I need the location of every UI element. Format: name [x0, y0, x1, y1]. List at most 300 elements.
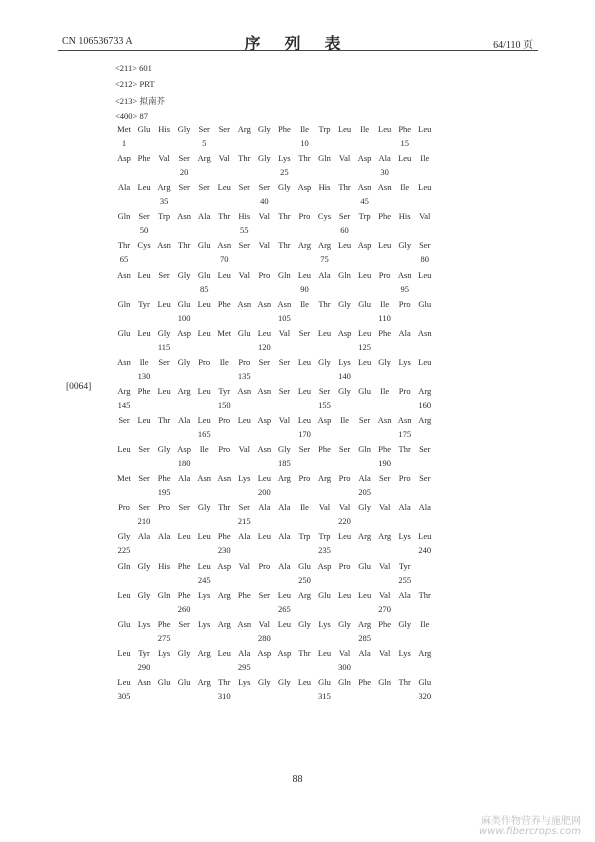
residue-row: [114, 386, 434, 398]
residue: Gln: [157, 589, 171, 600]
residue: Asn: [137, 676, 151, 687]
page-number: 88: [292, 774, 303, 785]
residue: Leu: [157, 385, 171, 396]
residue: Asp: [357, 153, 372, 164]
residue: Pro: [338, 560, 351, 571]
residue: Ala: [238, 647, 251, 658]
position-number: 240: [418, 545, 432, 556]
residue: Ser: [419, 473, 431, 484]
residue: Leu: [197, 327, 211, 338]
residue: Tyr: [138, 647, 150, 658]
residue-row: [114, 240, 434, 252]
residue: Leu: [197, 415, 211, 425]
residue: Leu: [257, 473, 271, 484]
residue: Ser: [138, 211, 150, 222]
residue: Ala: [137, 531, 151, 542]
residue: Ala: [278, 531, 291, 542]
residue: Asn: [257, 385, 272, 396]
residue: Thr: [398, 444, 411, 455]
residue: Asn: [237, 385, 252, 396]
residue: Glu: [157, 676, 171, 687]
position-number: 40: [260, 196, 269, 207]
position-number-row: [114, 371, 434, 383]
residue: Ser: [138, 502, 150, 513]
residue: Thr: [117, 240, 131, 251]
residue: Ile: [360, 124, 370, 134]
residue: Asn: [117, 356, 131, 367]
residue: Leu: [197, 385, 211, 396]
residue: Tyr: [138, 298, 150, 309]
residue: Ala: [157, 531, 171, 542]
position-number-row: [114, 284, 434, 296]
residue: Thr: [157, 415, 171, 425]
residue: Met: [117, 473, 131, 484]
residue: Ser: [378, 473, 391, 484]
residue: Asp: [337, 327, 352, 338]
residue: Val: [238, 444, 250, 455]
residue: Lys: [318, 618, 331, 629]
residue: Ala: [358, 647, 371, 658]
residue: Glu: [177, 298, 191, 309]
residue-row: [114, 357, 434, 369]
residue-row: [114, 531, 434, 543]
residue: Ser: [238, 182, 250, 193]
residue: Thr: [318, 298, 331, 309]
residue: Phe: [157, 618, 171, 629]
header-divider: [58, 50, 538, 51]
residue: Arg: [358, 531, 372, 542]
residue: Ser: [278, 356, 291, 367]
residue: Ile: [299, 124, 309, 134]
residue: Asn: [157, 240, 171, 251]
residue: Asn: [377, 415, 392, 425]
residue: Glu: [358, 560, 371, 571]
residue: Ser: [238, 240, 250, 251]
position-number-row: [114, 487, 434, 499]
position-number: 90: [300, 283, 309, 294]
residue: Asp: [317, 415, 332, 425]
meta-line-212: <212> PRT: [115, 79, 155, 89]
residue: Pro: [158, 502, 170, 513]
position-number-row: [114, 138, 434, 150]
residue: Ser: [298, 327, 311, 338]
residue: Tyr: [398, 560, 411, 571]
position-number: 225: [117, 545, 131, 556]
residue: Val: [278, 415, 291, 425]
residue: Met: [117, 124, 131, 134]
residue: Gln: [117, 560, 131, 571]
residue: Phe: [378, 327, 392, 338]
position-number: 50: [139, 225, 149, 236]
position-number: 55: [240, 225, 249, 236]
residue: Gly: [177, 647, 191, 658]
residue: Thr: [278, 240, 291, 251]
residue: Lys: [198, 589, 211, 600]
residue: Ser: [138, 444, 150, 455]
residue-row: [114, 444, 434, 456]
residue: Ser: [258, 356, 271, 367]
residue: Thr: [218, 502, 231, 513]
residue: Leu: [297, 676, 312, 687]
residue: Asn: [417, 327, 432, 338]
residue: Glu: [237, 327, 251, 338]
residue: Glu: [117, 327, 131, 338]
residue: Lys: [278, 153, 291, 164]
residue: Thr: [238, 153, 251, 164]
residue: Phe: [378, 211, 392, 222]
residue: Ser: [238, 502, 250, 513]
residue: Ser: [298, 444, 311, 455]
residue: Arg: [197, 676, 211, 687]
residue: Leu: [277, 618, 291, 629]
residue: Ser: [358, 415, 371, 425]
residue: Glu: [358, 298, 371, 309]
residue: Leu: [337, 240, 352, 251]
residue: Tyr: [218, 385, 231, 396]
residue: Val: [238, 560, 250, 571]
residue: Leu: [157, 298, 171, 309]
residue: Thr: [298, 647, 311, 658]
residue: Gly: [338, 385, 351, 396]
position-number: 45: [360, 196, 369, 207]
residue: Phe: [177, 560, 191, 571]
residue: Lys: [157, 647, 171, 658]
residue: Ser: [118, 415, 130, 425]
residue: Arg: [237, 124, 251, 134]
residue: Pro: [198, 356, 211, 367]
residue: Leu: [378, 240, 392, 251]
residue: Val: [258, 618, 271, 629]
position-number: 1: [121, 138, 127, 148]
residue: Ile: [299, 502, 309, 513]
residue: Pro: [378, 269, 391, 280]
residue: Ala: [398, 502, 411, 513]
residue: Ile: [380, 385, 390, 396]
residue: Ser: [158, 269, 170, 280]
residue: Gln: [278, 269, 291, 280]
residue: Leu: [317, 647, 332, 658]
residue: Leu: [337, 531, 352, 542]
residue-row: [114, 619, 434, 631]
residue: Trp: [318, 531, 331, 542]
residue: Ser: [419, 444, 431, 455]
residue: Thr: [418, 589, 431, 600]
residue: Gly: [278, 444, 291, 455]
residue: Val: [338, 502, 351, 513]
position-number: 30: [380, 167, 389, 178]
residue: His: [158, 560, 170, 571]
residue: Asn: [177, 211, 191, 222]
position-number: 100: [177, 312, 191, 323]
position-number: 5: [202, 138, 207, 148]
residue: Glu: [318, 676, 331, 687]
meta-line-213: <213> 拟南芥: [115, 96, 165, 106]
position-number: 305: [117, 690, 131, 701]
residue: Phe: [177, 589, 191, 600]
residue: Phe: [217, 531, 231, 542]
position-number: 70: [220, 254, 229, 265]
residue: Glu: [358, 385, 371, 396]
residue: Arg: [277, 473, 291, 484]
residue: Arg: [177, 385, 191, 396]
residue: Leu: [297, 356, 312, 367]
residue: Asn: [217, 240, 232, 251]
position-number: 15: [400, 138, 409, 148]
residue: Val: [338, 153, 351, 164]
residue-row: [114, 211, 434, 223]
position-number-row: [114, 691, 434, 703]
residue: Ser: [258, 182, 271, 193]
residue: Asp: [177, 444, 191, 455]
residue: Ser: [318, 385, 331, 396]
residue: Gln: [117, 211, 131, 222]
residue: Phe: [237, 589, 251, 600]
position-number: 245: [197, 574, 211, 585]
position-number-row: [114, 545, 434, 557]
position-number: 295: [237, 661, 251, 672]
position-number: 20: [179, 167, 189, 178]
residue-row: [114, 561, 434, 573]
position-number: 95: [400, 283, 409, 294]
residue: Arg: [317, 240, 332, 251]
position-number-row: [114, 604, 434, 616]
residue: Leu: [297, 269, 312, 280]
residue: Gly: [137, 560, 151, 571]
residue: Gly: [157, 327, 171, 338]
position-number-row: [114, 225, 434, 237]
residue: Leu: [357, 327, 372, 338]
residue: Asn: [397, 269, 412, 280]
position-number: 275: [157, 632, 171, 643]
residue: Val: [338, 647, 351, 658]
residue: Asp: [117, 153, 131, 164]
residue: Ser: [178, 502, 190, 513]
residue: Ile: [400, 182, 410, 193]
residue: Arg: [358, 618, 372, 629]
residue: Leu: [197, 531, 211, 542]
residue: Leu: [418, 124, 432, 134]
residue: Lys: [198, 618, 211, 629]
position-number: 155: [318, 399, 331, 410]
residue: Gly: [338, 298, 351, 309]
residue: Thr: [398, 676, 411, 687]
residue: Ile: [299, 298, 309, 309]
position-number: 265: [278, 603, 291, 614]
residue: Leu: [117, 444, 131, 455]
residue: Val: [218, 153, 230, 164]
position-number-row: [114, 342, 434, 354]
position-number-row: [114, 516, 434, 528]
residue: Leu: [378, 124, 392, 134]
residue: Gly: [177, 356, 191, 367]
residue: Ser: [178, 153, 190, 164]
residue: Leu: [137, 269, 151, 280]
residue: Gly: [278, 676, 291, 687]
residue: Pro: [118, 502, 130, 513]
residue: Pro: [258, 560, 271, 571]
residue: Leu: [137, 415, 151, 425]
residue: Leu: [297, 415, 312, 425]
residue: Ser: [338, 444, 351, 455]
residue: Leu: [337, 124, 352, 134]
residue: Asp: [177, 327, 191, 338]
residue: Trp: [158, 211, 171, 222]
residue: Ser: [278, 385, 291, 396]
position-number: 60: [340, 225, 349, 236]
residue: Ser: [338, 211, 351, 222]
position-number: 185: [278, 458, 291, 469]
position-number: 320: [418, 690, 432, 701]
position-number: 285: [358, 632, 371, 643]
position-number-row: [114, 429, 434, 441]
residue: Pro: [238, 356, 251, 367]
residue: Asn: [277, 298, 292, 309]
residue: Val: [419, 211, 431, 222]
residue: Leu: [398, 153, 412, 164]
residue: Asn: [237, 618, 252, 629]
patent-number: CN 106536733 A: [62, 36, 133, 47]
residue: Arg: [197, 153, 211, 164]
residue-row: [114, 502, 434, 514]
residue: Asn: [117, 269, 131, 280]
residue: Phe: [378, 618, 392, 629]
residue: Trp: [358, 211, 371, 222]
residue: Phe: [157, 473, 171, 484]
residue: Ile: [340, 415, 350, 425]
residue: Ala: [278, 560, 291, 571]
residue: Gly: [117, 531, 131, 542]
residue: Leu: [177, 531, 191, 542]
residue: Asp: [357, 240, 372, 251]
position-number: 260: [177, 603, 191, 614]
residue: Leu: [418, 182, 432, 193]
residue: Asn: [217, 473, 232, 484]
position-number: 165: [197, 429, 211, 439]
residue: Lys: [238, 473, 251, 484]
residue: Leu: [137, 327, 151, 338]
residue: Gly: [398, 618, 412, 629]
position-number: 215: [237, 516, 251, 527]
residue: His: [318, 182, 331, 193]
residue: Asn: [257, 444, 272, 455]
residue: Leu: [237, 415, 251, 425]
residue: Gly: [298, 618, 311, 629]
residue: Arg: [217, 618, 231, 629]
residue: Leu: [257, 327, 271, 338]
residue: His: [158, 124, 170, 134]
position-number: 310: [217, 690, 231, 701]
residue: Glu: [318, 589, 331, 600]
residue: Ile: [420, 618, 430, 629]
residue: Leu: [357, 356, 372, 367]
position-number: 140: [338, 370, 351, 381]
residue-row: [114, 182, 434, 194]
residue: Leu: [418, 531, 432, 542]
residue: Leu: [217, 182, 231, 193]
position-number-row: [114, 575, 434, 587]
position-number: 35: [159, 196, 169, 207]
residue: Gly: [398, 240, 412, 251]
meta-line-400: <400> 87: [115, 111, 148, 121]
residue: Lys: [137, 618, 151, 629]
position-number: 255: [398, 574, 412, 585]
position-number-row: [114, 458, 434, 470]
residue: His: [398, 211, 411, 222]
residue: Arg: [297, 589, 311, 600]
page-indicator: 64/110 页: [493, 40, 533, 51]
residue: Val: [378, 560, 391, 571]
residue: Gly: [338, 618, 351, 629]
residue: Thr: [338, 182, 351, 193]
residue: Leu: [418, 356, 432, 367]
position-number-row: [114, 400, 434, 412]
residue: Ile: [420, 153, 430, 164]
residue: Ser: [218, 124, 230, 134]
residue: Lys: [398, 356, 411, 367]
residue: Pro: [298, 473, 311, 484]
residue-row: [114, 124, 434, 136]
residue: Gly: [197, 502, 211, 513]
residue: Ala: [398, 327, 411, 338]
position-number: 200: [257, 487, 271, 498]
residue: Gly: [257, 124, 271, 134]
paragraph-number: [0064]: [66, 382, 92, 392]
residue: Ile: [139, 356, 149, 367]
residue: Leu: [217, 269, 231, 280]
position-number: 210: [137, 516, 151, 527]
residue: Arg: [378, 531, 392, 542]
position-number: 205: [358, 487, 371, 498]
residue: Ser: [178, 618, 190, 629]
residue: Gln: [117, 298, 131, 309]
position-number: 160: [418, 399, 432, 410]
residue-row: [114, 153, 434, 165]
position-number: 120: [257, 341, 271, 352]
residue: Ser: [178, 182, 190, 193]
position-number-row: [114, 633, 434, 645]
residue: Ala: [198, 211, 211, 222]
residue: Asp: [257, 647, 272, 658]
residue: Arg: [418, 647, 432, 658]
residue: Trp: [318, 124, 331, 134]
residue: Ile: [380, 298, 390, 309]
position-number: 270: [378, 603, 392, 614]
residue: Gln: [338, 269, 351, 280]
residue: Glu: [137, 124, 151, 134]
position-number: 135: [237, 370, 251, 381]
residue: Ser: [258, 589, 271, 600]
residue-row: [114, 299, 434, 311]
residue: Gln: [378, 676, 392, 687]
residue: Glu: [298, 560, 311, 571]
residue: Ala: [278, 502, 291, 513]
residue: Glu: [197, 240, 211, 251]
residue: Arg: [297, 240, 311, 251]
residue-row: [114, 415, 434, 427]
residue: Leu: [257, 531, 271, 542]
residue: Gly: [278, 182, 291, 193]
residue: Asp: [277, 647, 292, 658]
residue: Glu: [418, 298, 432, 309]
residue: Leu: [277, 589, 291, 600]
residue: Gly: [318, 356, 331, 367]
residue: Gly: [358, 502, 371, 513]
residue: Val: [378, 589, 391, 600]
residue: Ala: [378, 153, 391, 164]
residue: Leu: [337, 589, 352, 600]
residue: Lys: [398, 647, 411, 658]
residue: Pro: [218, 415, 231, 425]
